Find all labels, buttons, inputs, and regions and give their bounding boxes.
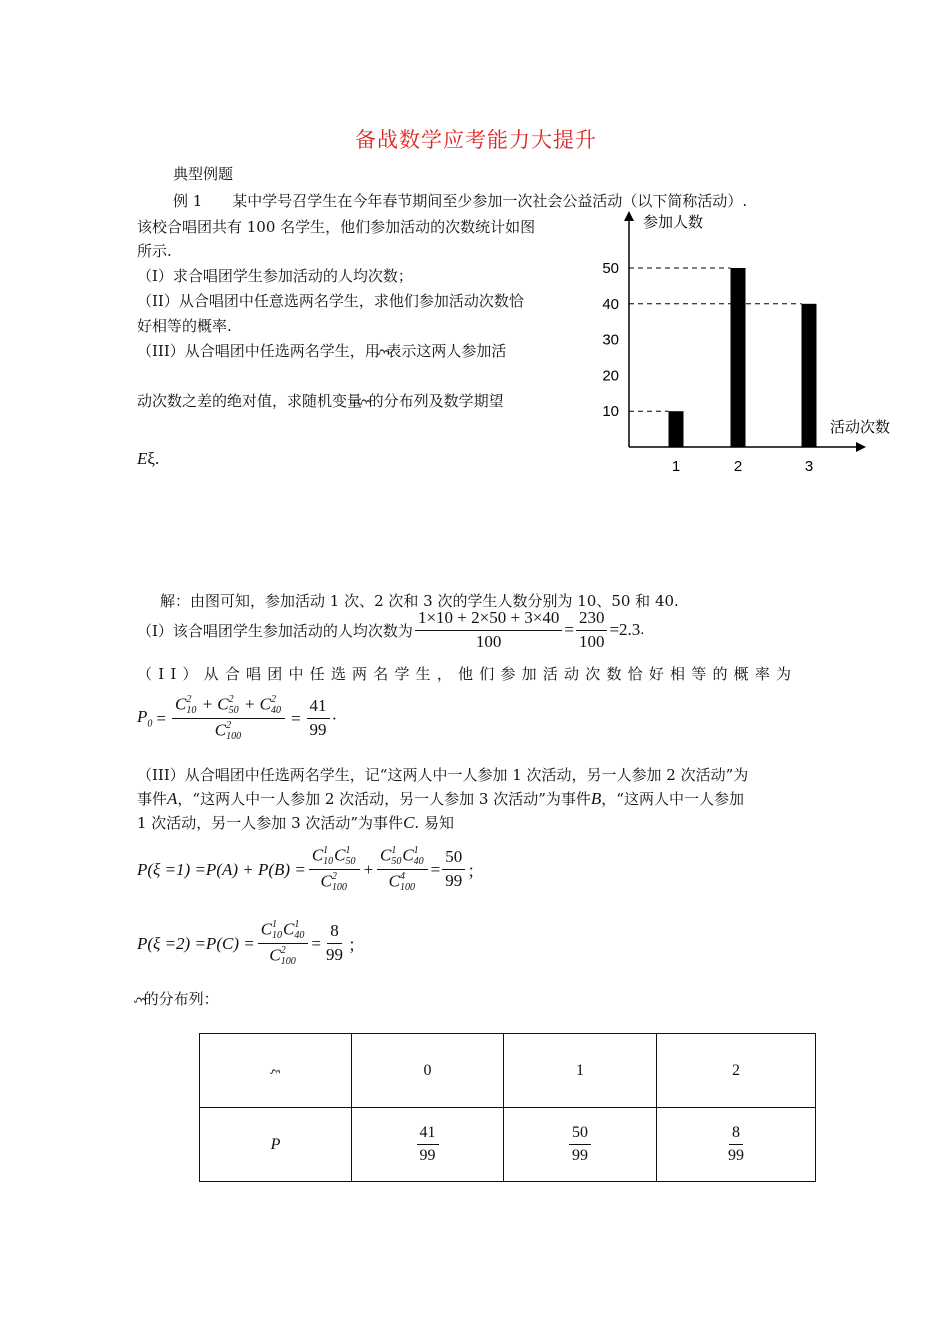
s1-equals: = bbox=[564, 620, 574, 640]
table-row bbox=[200, 1108, 816, 1182]
solution-intro: 解：由图可知，参加活动 1 次、2 次和 3 次的学生人数分别为 10、50 和 40. bbox=[160, 592, 679, 610]
q3-text-d: 的分布列及数学期望 bbox=[368, 392, 504, 410]
question-3-line-1 bbox=[137, 340, 506, 361]
table-cell: $\frac{8}{99}$ bbox=[657, 1108, 816, 1182]
x-axis-arrow-icon bbox=[856, 442, 866, 452]
page-title: 备战数学应考能力大提升 bbox=[355, 128, 597, 152]
s2-result: $\frac{41}{99}$ bbox=[307, 697, 330, 739]
question-1: （I）求合唱团学生参加活动的人均次数； bbox=[137, 267, 413, 285]
chart-layer bbox=[602, 211, 890, 475]
x-axis-label: 活动次数 bbox=[830, 418, 891, 436]
bar bbox=[802, 304, 817, 447]
p-xi-2-formula: P(ξ =2) =P(C) = C 1 10 C 1 40 C 2 100 = $\frac{8}{99}$ ； bbox=[137, 919, 365, 967]
y-axis-label: 参加人数 bbox=[643, 213, 704, 231]
y-tick-label: 20 bbox=[602, 367, 619, 385]
xi-inline: ξ bbox=[147, 449, 155, 468]
distribution-table bbox=[199, 1033, 816, 1182]
table-header-row bbox=[200, 1034, 816, 1108]
x-tick-label: 2 bbox=[733, 458, 743, 475]
xi-symbol: ξ bbox=[376, 348, 391, 356]
solution-part-3-line-1: （III）从合唱团中任选两名学生，记“这两人中一人参加 1 次活动，另一人参加 2 次活动”为 bbox=[137, 766, 749, 784]
problem-line-1: 例 1 某中学号召学生在今年春节期间至少参加一次社会公益活动（以下简称活动）. bbox=[173, 192, 748, 210]
s1-denominator: 100 bbox=[475, 631, 502, 651]
s1-numerator: 1×10 + 2×50 + 3×40 bbox=[415, 609, 562, 631]
problem-line-2: 该校合唱团共有 100 名学生，他们参加活动的次数统计如图 bbox=[137, 218, 536, 236]
s1-fraction-2 bbox=[576, 609, 608, 651]
bar-chart bbox=[580, 205, 910, 485]
y-tick-label: 10 bbox=[602, 403, 619, 421]
bar bbox=[669, 411, 684, 447]
solution-part-3-line-2: 事件A，“这两人中一人参加 2 次活动，另一人参加 3 次活动”为事件B，“这两人中一人参加 bbox=[137, 789, 744, 808]
solution-part-1 bbox=[137, 609, 644, 651]
question-3-line-2 bbox=[137, 390, 504, 411]
section-heading: 典型例题 bbox=[173, 165, 234, 183]
table-cell: ξ bbox=[200, 1034, 352, 1108]
q3-text-c: 动次数之差的绝对值，求随机变量 bbox=[137, 392, 363, 410]
solution-part-2-text: （II）从合唱团中任选两名学生，他们参加活动次数恰好相等的概率为 bbox=[137, 665, 798, 683]
table-cell: 2 bbox=[657, 1034, 816, 1108]
table-cell: 1 bbox=[504, 1034, 657, 1108]
period: . bbox=[154, 449, 160, 468]
s1-label: （I）该合唱团学生参加活动的人均次数为 bbox=[137, 621, 413, 640]
table-cell: P bbox=[200, 1108, 352, 1182]
s1-period: . bbox=[640, 621, 645, 638]
distribution-label: ξ的分布列： bbox=[133, 990, 219, 1008]
x-tick-label: 1 bbox=[671, 458, 681, 475]
s1-fraction bbox=[415, 609, 562, 651]
expectation-symbol bbox=[137, 449, 159, 469]
question-2-line-1: （II）从合唱团中任意选两名学生，求他们参加活动次数恰 bbox=[137, 292, 524, 310]
table-cell: $\frac{50}{99}$ bbox=[504, 1108, 657, 1182]
problem-line-3: 所示. bbox=[137, 242, 172, 260]
p-xi-1-formula: P(ξ =1) =P(A) + P(B) = C 1 10 C 1 50 C 2 100 + C 1 50 C 1 40 C 4 100 = $\frac{50}{99}$ ； bbox=[137, 845, 485, 893]
s2-fraction: C 2 10 + C 2 50 + C 2 40 C 2 100 bbox=[172, 695, 285, 742]
xi-symbol: ξ bbox=[358, 398, 373, 406]
q3-text-a: （III）从合唱团中任选两名学生，用 bbox=[137, 342, 380, 360]
s1-numerator-2: 230 bbox=[576, 609, 608, 631]
y-tick-label: 50 bbox=[602, 260, 619, 277]
question-2-line-2: 好相等的概率. bbox=[137, 317, 232, 335]
table-cell: 0 bbox=[352, 1034, 504, 1108]
s1-result: =2.3 bbox=[609, 620, 641, 640]
table-cell: $\frac{41}{99}$ bbox=[352, 1108, 504, 1182]
bar bbox=[731, 268, 746, 447]
s1-denominator-2: 100 bbox=[578, 631, 605, 651]
solution-part-2-formula: $P_0$ = C 2 10 + C 2 50 + C 2 40 C 2 100 = $\frac{41}{99}$ · bbox=[137, 694, 338, 742]
e-letter: E bbox=[137, 449, 148, 468]
y-axis-arrow-icon bbox=[624, 211, 634, 221]
solution-part-3-line-3: 1 次活动，另一人参加 3 次活动”为事件C. 易知 bbox=[137, 813, 454, 832]
x-tick-label: 3 bbox=[804, 458, 814, 475]
q3-text-b: 表示这两人参加活 bbox=[386, 342, 507, 360]
p0-symbol: $P_0$ bbox=[137, 707, 153, 730]
y-tick-label: 40 bbox=[602, 295, 619, 313]
y-tick-label: 30 bbox=[602, 331, 619, 349]
